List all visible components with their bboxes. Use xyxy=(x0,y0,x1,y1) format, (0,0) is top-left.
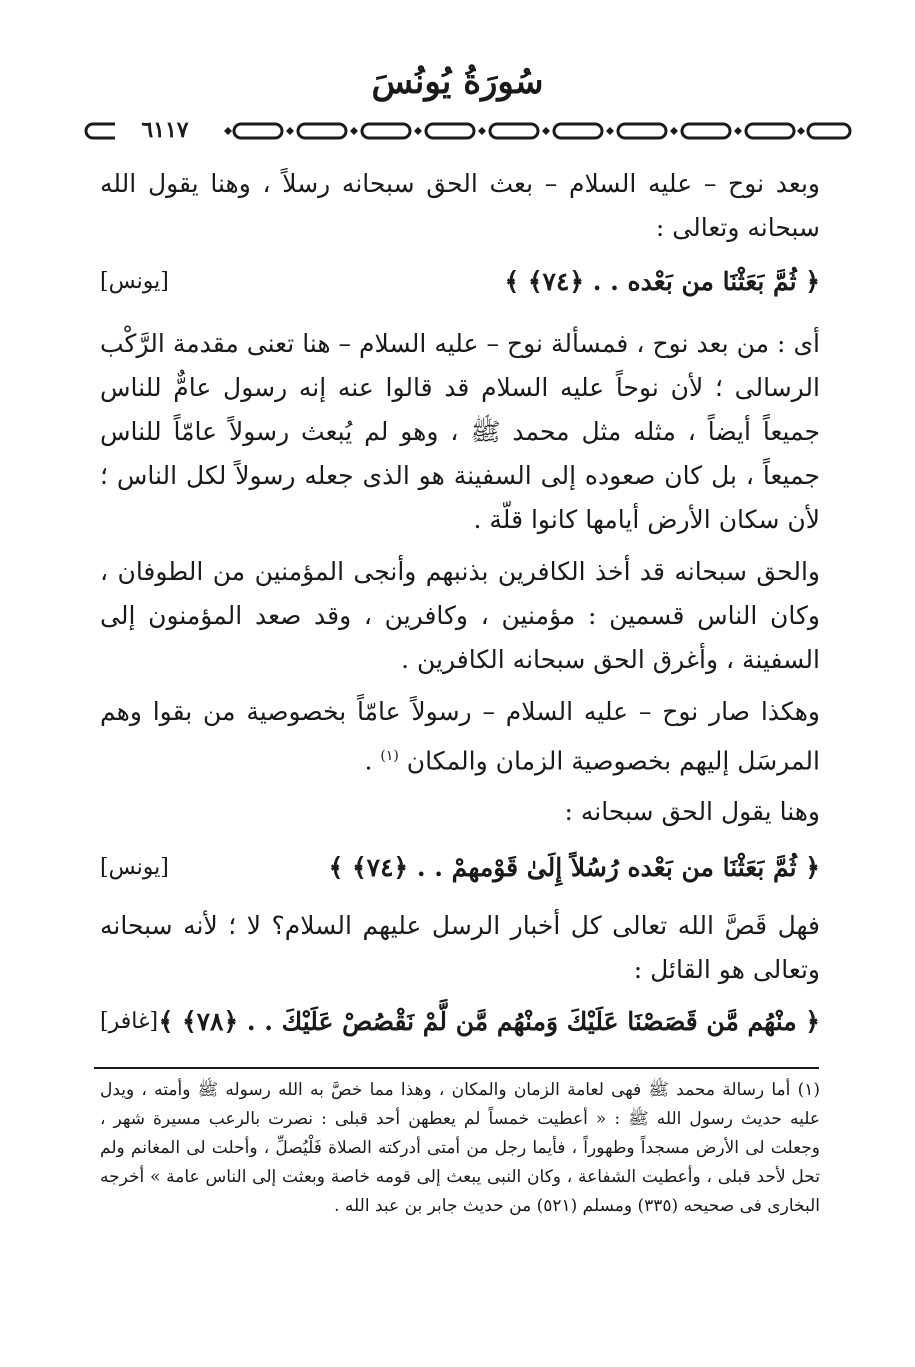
verse-source: [غافر] xyxy=(100,1009,159,1034)
verse-text: ﴿ منْهُم مَّن قَصَصْنَا عَلَيْكَ وَمنْهُم مَّن لَّمْ نَقْصُصْ عَلَيْكَ . . ﴿٧٨﴾ ﴾ xyxy=(158,1007,820,1036)
verse-text: ﴿ ثُمَّ بَعَثْنَا من بَعْده رُسُلاً إِلَىٰ قَوْمهمْ . . ﴿٧٤﴾ ﴾ xyxy=(328,853,820,882)
paragraph-flood xyxy=(100,550,820,682)
verse-text: ﴿ ثُمَّ بَعَثْنَا من بَعْده . . ﴿٧٤﴾ ﴾ xyxy=(504,267,820,296)
paragraph-lead-in xyxy=(100,790,820,834)
paragraph-explanation xyxy=(100,322,820,542)
verse-source: [يونس] xyxy=(100,855,169,880)
paragraph-text: والحق سبحانه قد أخذ الكافرين بذنبهم وأنجى المؤمنين من الطوفان ، وكان الناس قسمين : مؤمنين ، وكافرين ، وقد صعد المؤمنون إلى السفينة ، وأغرق الحق سبحانه الكافرين . xyxy=(100,557,820,674)
footnote-text: (١) أما رسالة محمد ﷺ فهى لعامة الزمان والمكان ، وهذا مما خصَّ به الله رسوله ﷺ وأمته ، ويدل عليه حديث رسول الله ﷺ : « أعطيت خمساً لم يعطهن أحد قبلى : نصرت بالرعب مسيرة شهر ، وجعلت لى الأرض مسجداً وطهوراً ، فأيما رجل من أمتى أدركته الصلاة فَلْيُصلِّ ، وأحلت لى المغانم ولم تحل لأحد قبلى ، وأعطيت الشفاعة ، وكان النبى يبعث إلى قومه خاصة وبعثت إلى الناس عامة » أخرجه البخارى فى صحيحه (٣٣٥) ومسلم (٥٢١) من حديث جابر بن عبد الله . xyxy=(100,1080,820,1216)
footnote-divider xyxy=(94,1067,819,1069)
footnote-marker: (١) xyxy=(380,748,399,764)
paragraph-conclusion xyxy=(100,690,820,783)
paragraph-text: وهكذا صار نوح – عليه السلام – رسولاً عامّاً بخصوصية من بقوا وهم المرسَل إليهم بخصوصية الزمان والمكان xyxy=(100,697,820,776)
sentence-end: . xyxy=(364,746,373,776)
paragraph-text: فهل قَصَّ الله تعالى كل أخبار الرسل عليهم السلام؟ لا ؛ لأنه سبحانه وتعالى هو القائل : xyxy=(100,911,820,984)
paragraph-question xyxy=(100,904,820,992)
quran-verse xyxy=(100,1000,820,1044)
paragraph-text: أى : من بعد نوح ، فمسألة نوح – عليه السلام – هنا تعنى مقدمة الرَّكْب الرسالى ؛ لأن نوحاً عليه السلام قد قالوا عنه إنه رسول عامٌّ للناس جميعاً أيضاً ، مثله مثل محمد ﷺ ، وهو لم يُبعث رسولاً عامّاً للناس جميعاً ، بل كان صعوده إلى السفينة هو الذى جعله رسولاً لكل الناس ؛ لأن سكان الأرض أيامها كانوا قلّة . xyxy=(100,329,820,534)
paragraph-text: وبعد نوح – عليه السلام – بعث الحق سبحانه رسلاً ، وهنا يقول الله سبحانه وتعالى : xyxy=(100,169,820,242)
page-number: ٦١١٧ xyxy=(115,116,215,144)
quran-verse xyxy=(100,260,820,304)
paragraph-text: وهنا يقول الحق سبحانه : xyxy=(564,797,820,826)
quran-verse xyxy=(100,846,820,890)
paragraph-intro xyxy=(100,162,820,250)
verse-source: [يونس] xyxy=(100,269,169,294)
surah-title: سُورَةُ يُونُسَ xyxy=(371,62,544,102)
footnote xyxy=(100,1076,820,1221)
